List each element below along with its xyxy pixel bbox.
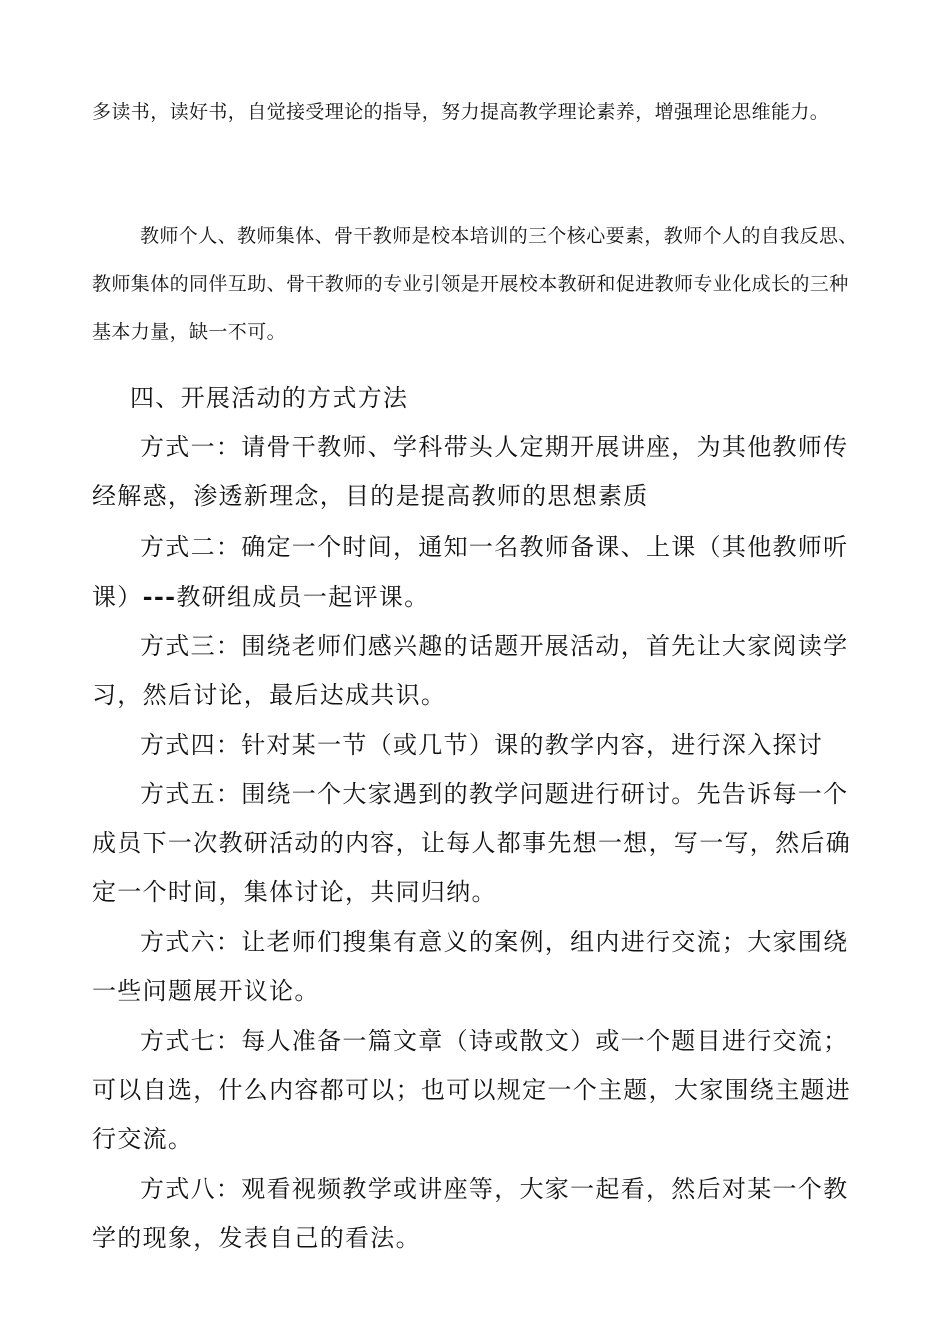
method-7: 方式七：每人准备一篇文章（诗或散文）或一个题目进行交流；可以自选，什么内容都可以；也可以规定一个主题，大家围绕主题进行交流。 [92, 1027, 851, 1153]
paragraph-core-elements: 教师个人、教师集体、骨干教师是校本培训的三个核心要素，教师个人的自我反思、教师集体的同伴互助、骨干教师的专业引领是开展校本教研和促进教师专业化成长的三种基本力量，缺一不可。 [92, 225, 858, 343]
method-2 [92, 523, 862, 622]
paragraph-reading: 多读书，读好书，自觉接受理论的指导，努力提高教学理论素养，增强理论思维能力。 [92, 101, 830, 123]
method-1: 方式一：请骨干教师、学科带头人定期开展讲座，为其他教师传经解惑，渗透新理念，目的是提高教师的思想素质 [92, 433, 849, 510]
method-3: 方式三：围绕老师们感兴趣的话题开展活动，首先让大家阅读学习，然后讨论，最后达成共识。 [92, 632, 849, 709]
method-2-dash: --- [142, 582, 177, 611]
section-heading: 四、开展活动的方式方法 [130, 384, 409, 412]
method-2-text-b: 教研组成员一起评课。 [176, 583, 430, 611]
method-6: 方式六：让老师们搜集有意义的案例，组内进行交流；大家围绕一些问题展开议论。 [92, 928, 849, 1005]
method-8: 方式八：观看视频教学或讲座等，大家一起看，然后对某一个教学的现象，发表自己的看法。 [92, 1175, 849, 1252]
method-5: 方式五：围绕一个大家遇到的教学问题进行研讨。先告诉每一个成员下一次教研活动的内容，让每人都事先想一想，写一写，然后确定一个时间，集体讨论，共同归纳。 [92, 780, 851, 906]
method-4: 方式四：针对某一节（或几节）课的教学内容，进行深入探讨 [140, 731, 824, 759]
method-2-text-a: 方式二：确定一个时间，通知一名教师备课、上课（其他教师听课） [92, 533, 849, 611]
